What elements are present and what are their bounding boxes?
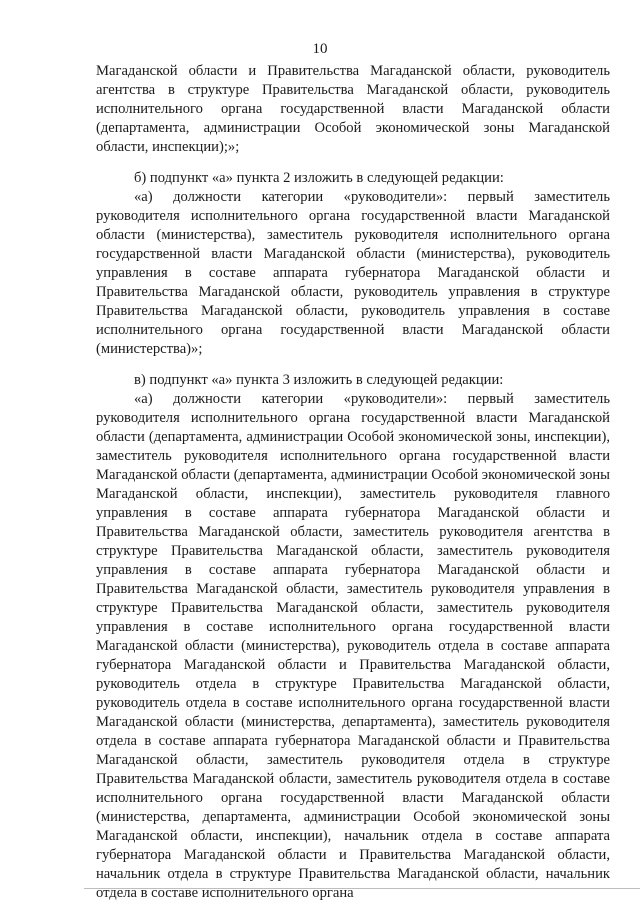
paragraph-subitem-b: б) подпункт «а» пункта 2 изложить в следующей редакции: xyxy=(134,170,504,186)
page-number: 10 xyxy=(312,41,328,57)
paragraph-subitem-b-text: «а) должности категории «руководители»: первый заместитель руководителя исполнительного органа государственной власти Магаданской области (министерства), заместитель руководителя исполнительного органа государственной власти Магаданской области (министерства), руководитель управления в составе аппарата губернатора Магаданской области и Правительства Магаданской области, руководитель управления в структуре Правительства Магаданской области, руководитель управления в составе исполнительного органа государственной власти Магаданской области (министерства)»; xyxy=(96,189,610,357)
document-body xyxy=(96,62,610,903)
paragraph-continuation: Магаданской области и Правительства Магаданской области, руководитель агентства в структуре Правительства Магаданской области, руководитель исполнительного органа государственной власти Магаданской области (департамента, администрации Особой экономической зоны Магаданской области, инспекции);»; xyxy=(96,63,610,155)
bottom-rule xyxy=(84,888,640,889)
paragraph-subitem-v: в) подпункт «а» пункта 3 изложить в следующей редакции: xyxy=(134,372,504,388)
paragraph-subitem-v-text: «а) должности категории «руководители»: первый заместитель руководителя исполнительного органа государственной власти Магаданской области (департамента, администрации Особой экономической зоны, инспекции), заместитель руководителя исполнительного органа государственной власти Магаданской области (департамента, администрации Особой экономической зоны Магаданской области, инспекции), заместитель руководителя главного управления в составе аппарата губернатора Магаданской области и Правительства Магаданской области, заместитель руководителя агентства в структуре Правительства Магаданской области, заместитель руководителя управления в составе аппарата губернатора Магаданской области и Правительства Магаданской области, заместитель руководителя управления в структуре Правительства Магаданской области, заместитель руководителя управления в составе исполнительного органа государственной власти Магаданской области (министерства), руководитель отдела в составе аппарата губернатора Магаданской области и Правительства Магаданской области, руководитель отдела в структуре Правительства Магаданской области, руководитель отдела в составе исполнительного органа государственной власти Магаданской области (министерства, департамента), заместитель руководителя отдела в составе аппарата губернатора Магаданской области и Правительства Магаданской области, заместитель руководителя отдела в структуре Правительства Магаданской области, заместитель руководителя отдела в составе исполнительного органа государственной власти Магаданской области (министерства, департамента, администрации Особой экономической зоны Магаданской области, инспекции), начальник отдела в составе аппарата губернатора Магаданской области и Правительства Магаданской области, начальник отдела в структуре Правительства Магаданской области, начальник отдела в составе исполнительного органа xyxy=(96,391,610,901)
